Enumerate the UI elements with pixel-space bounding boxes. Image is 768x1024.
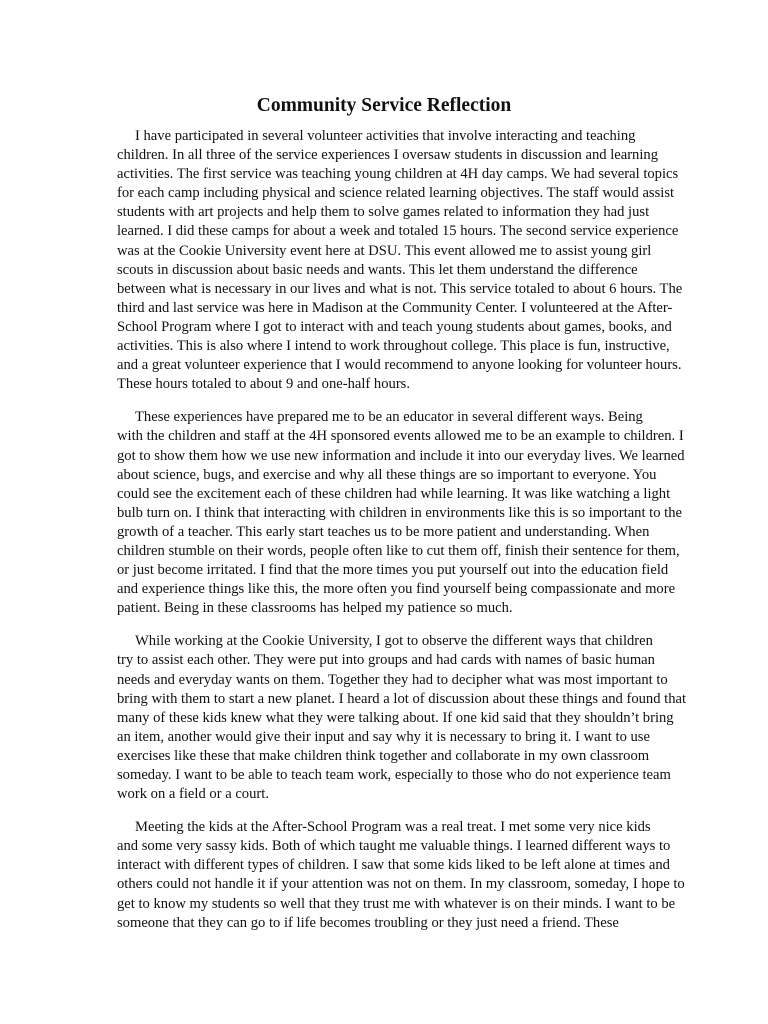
text-line: someday. I want to be able to teach team work, especially to those who do not experience team: [117, 767, 671, 783]
text-line: interact with different types of children. I saw that some kids liked to be left alone at times and: [117, 857, 670, 874]
text-line: patient. Being in these classrooms has helped my patience so much.: [117, 600, 513, 617]
text-line: I have participated in several volunteer activities that involve interacting and teaching: [135, 128, 636, 144]
text-line: could see the excitement each of these children had while learning. It was like watching a light: [117, 485, 671, 502]
text-line: bring with them to start a new planet. I heard a lot of discussion about these things and found that: [117, 690, 687, 707]
text-line: and some very sassy kids. Both of which taught me valuable things. I learned different ways to: [117, 838, 671, 855]
text-line: While working at the Cookie University, I got to observe the different ways that children: [135, 633, 653, 650]
text-line: children. In all three of the service experiences I oversaw students in discussion and learning: [117, 147, 659, 164]
text-line: or just become irritated. I find that the more times you put yourself out into the education field: [117, 562, 669, 579]
paragraph: [117, 408, 685, 618]
text-line: got to show them how we use new information and include it into our everyday lives. We learned: [117, 447, 685, 464]
text-line: bulb turn on. I think that interacting with children in environments like this is so important to the: [117, 504, 683, 521]
text-line: many of these kids knew what they were talking about. If one kid said that they shouldn’t bring: [117, 709, 674, 726]
text-line: for each camp including physical and science related learning objectives. The staff would assist: [117, 185, 675, 202]
text-line: with the children and staff at the 4H sponsored events allowed me to be an example to children. I: [117, 428, 684, 445]
text-line: get to know my students so well that they trust me with whatever is on their minds. I want to be: [117, 895, 676, 912]
text-line: scouts in discussion about basic needs and wants. This let them understand the difference: [117, 261, 638, 278]
text-line: exercises like these that make children think together and collaborate in my own classroom: [117, 747, 650, 764]
text-line: an item, another would give their input and say why it is necessary to bring it. I want to use: [117, 728, 650, 745]
text-line: about science, bugs, and exercise and why all these things are so important to everyone. You: [117, 466, 657, 483]
text-line: These hours totaled to about 9 and one-half hours.: [117, 376, 411, 393]
text-line: needs and everyday wants on them. Together they had to decipher what was most important to: [117, 671, 668, 688]
text-line: third and last service was here in Madison at the Community Center. I volunteered at the After-: [117, 299, 673, 316]
text-line: and a great volunteer experience that I would recommend to anyone looking for volunteer hours.: [117, 357, 682, 374]
text-line: growth of a teacher. This early start teaches us to be more patient and understanding. When: [117, 523, 650, 540]
text-line: School Program where I got to interact with and teach young students about games, books, and: [117, 318, 672, 335]
paragraph: [117, 632, 687, 804]
text-line: and experience things like this, the more often you find yourself being compassionate and more: [117, 581, 676, 598]
text-line: Meeting the kids at the After-School Program was a real treat. I met some very nice kids: [135, 819, 651, 836]
text-line: work on a field or a court.: [117, 786, 269, 803]
text-line: was at the Cookie University event here at DSU. This event allowed me to assist young girl: [117, 242, 652, 259]
text-line: learned. I did these camps for about a week and totaled 15 hours. The second service experience: [117, 223, 679, 240]
document-title: Community Service Reflection: [256, 95, 512, 116]
text-line: between what is necessary in our lives and what is not. This service totaled to about 6 hours. The: [117, 280, 683, 297]
text-line: These experiences have prepared me to be an educator in several different ways. Being: [135, 409, 643, 426]
text-line: others could not handle it if your attention was not on them. In my classroom, someday, I hope to: [117, 876, 685, 893]
text-line: someone that they can go to if life becomes troubling or they just need a friend. These: [117, 914, 619, 931]
document-body: [117, 127, 687, 947]
paragraph: [117, 818, 685, 933]
text-line: activities. The first service was teaching young children at 4H day camps. We had several topics: [117, 166, 679, 183]
text-line: activities. This is also where I intend to work throughout college. This place is fun, instructive,: [117, 338, 670, 355]
text-line: students with art projects and help them to solve games related to information they had just: [117, 204, 650, 221]
paragraph: [117, 127, 683, 394]
text-line: try to assist each other. They were put into groups and had cards with names of basic human: [117, 652, 655, 669]
text-line: children stumble on their words, people often like to cut them off, finish their sentence for them,: [117, 542, 680, 559]
